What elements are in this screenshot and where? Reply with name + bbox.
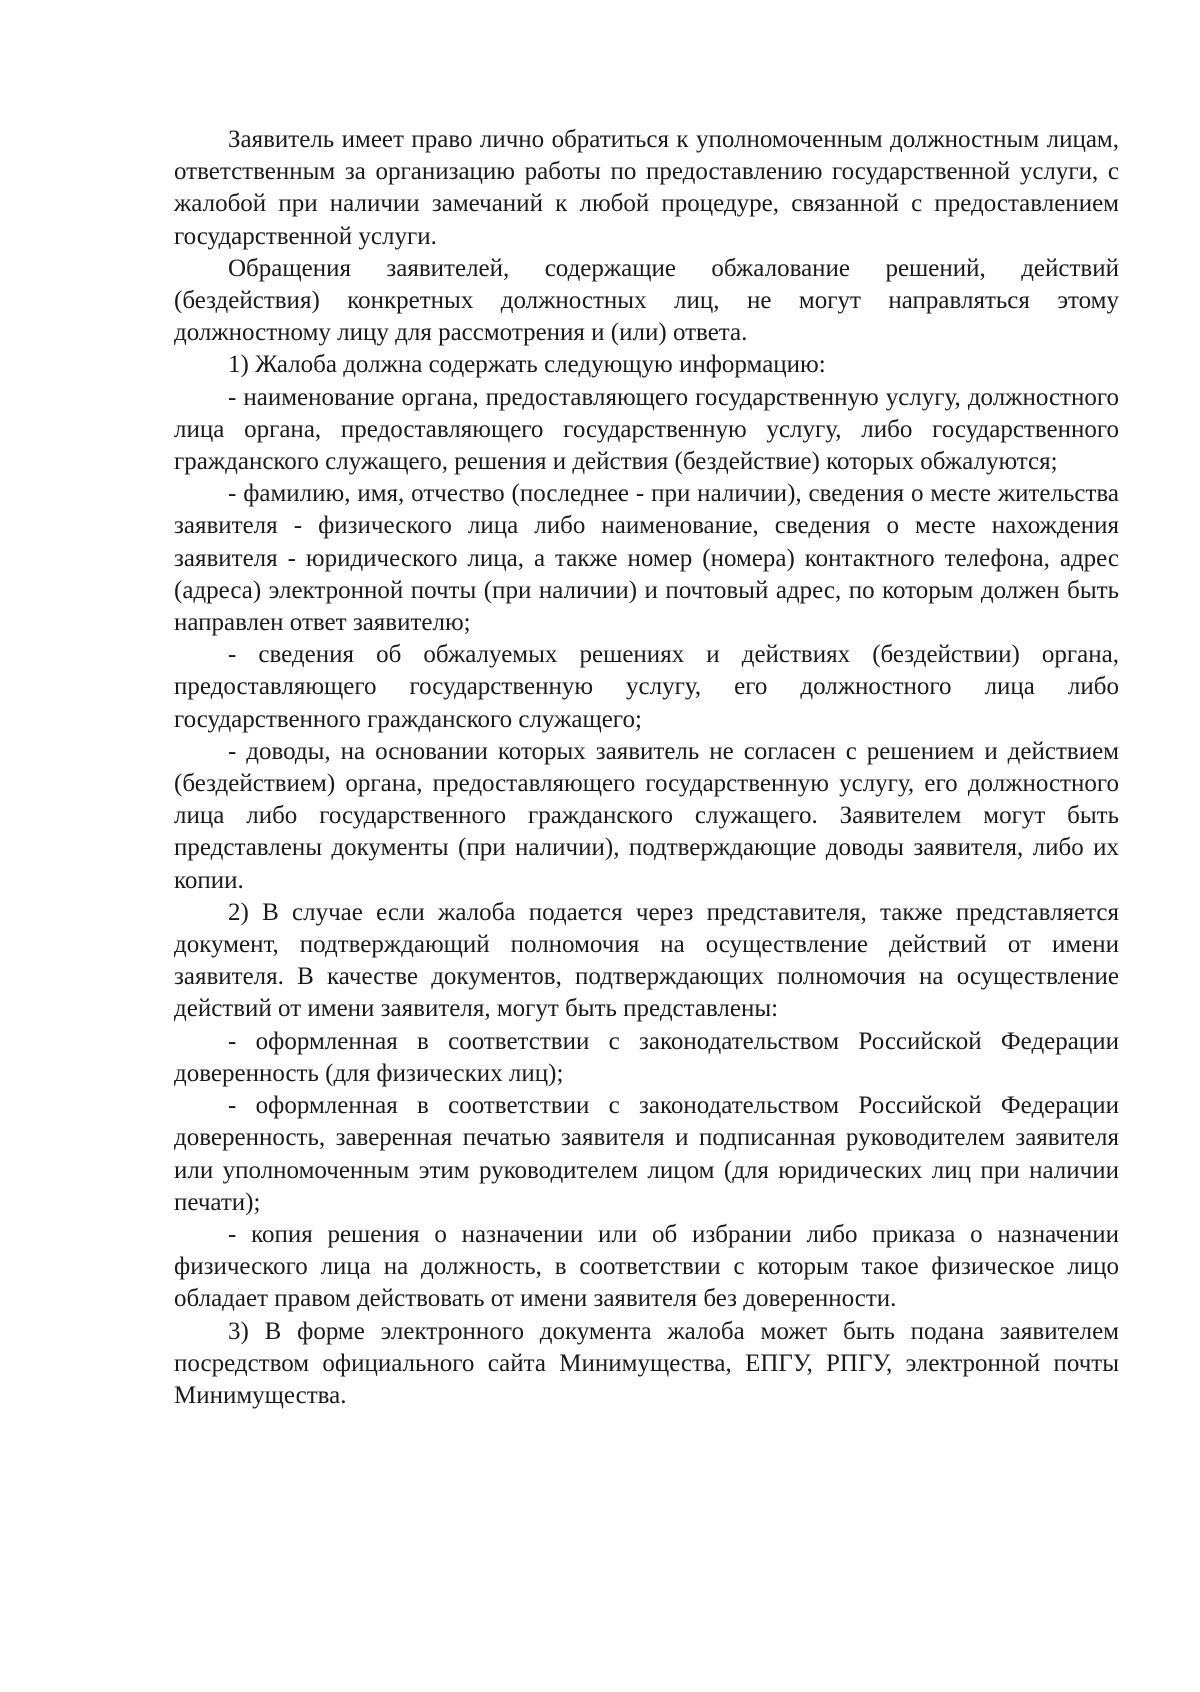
paragraph-item-1-heading: 1) Жалоба должна содержать следующую информацию:: [228, 351, 826, 379]
paragraph-item-1-applicant-details: - фамилию, имя, отчество (последнее - при наличии), сведения о месте жительства заявителя - физического лица либо наименование, сведения о месте нахождения заявителя - юридического лица, а также номер (номера) контактного телефона, адрес (адреса) электронной почты (при наличии) и почтовый адрес, по которым должен быть направлен ответ заявителю;: [174, 480, 1119, 637]
paragraph-item-2-representative: 2) В случае если жалоба подается через представителя, также представляется документ, подтверждающий полномочия на осуществление действий от имени заявителя. В качестве документов, подтверждающих полномочия на осуществление действий от имени заявителя, могут быть представлены:: [174, 898, 1119, 1023]
paragraph-item-2-appointment-copy: - копия решения о назначении или об избрании либо приказа о назначении физического лица на должность, в соответствии с которым такое физическое лицо обладает правом действовать от имени заявителя без доверенности.: [174, 1220, 1119, 1313]
paragraph-item-1-arguments: - доводы, на основании которых заявитель не согласен с решением и действием (бездействием) органа, предоставляющего государственную услугу, его должностного лица либо государственного гражданского служащего. Заявителем могут быть представлены документы (при наличии), подтверждающие доводы заявителя, либо их копии.: [174, 737, 1119, 894]
paragraph-item-3-electronic-form: 3) В форме электронного документа жалоба может быть подана заявителем посредством официального сайта Минимущества, ЕПГУ, РПГУ, электронной почты Минимущества.: [174, 1317, 1119, 1409]
paragraph-item-2-power-of-attorney-individuals: - оформленная в соответствии с законодательством Российской Федерации доверенность (для физических лиц);: [174, 1027, 1119, 1087]
paragraph-right-to-complain: Заявитель имеет право лично обратиться к уполномоченным должностным лицам, ответственным за организацию работы по предоставлению государственной услуги, с жалобой при наличии замечаний к любой процедуре, связанной с предоставлением государственной услуги.: [174, 126, 1119, 250]
paragraph-item-1-organ-name: - наименование органа, предоставляющего государственную услугу, должностного лица органа, предоставляющего государственную услугу, либо государственного гражданского служащего, решения и действия (бездействие) которых обжалуются;: [174, 383, 1119, 476]
document-body: [174, 124, 1119, 1412]
paragraph-item-1-appealed-decisions: - сведения об обжалуемых решениях и действиях (бездействии) органа, предоставляющего государственную услугу, его должностного лица либо государственного гражданского служащего;: [174, 641, 1119, 733]
paragraph-item-2-power-of-attorney-legal: - оформленная в соответствии с законодательством Российской Федерации доверенность, заверенная печатью заявителя и подписанная руководителем заявителя или уполномоченным этим руководителем лицом (для юридических лиц при наличии печати);: [174, 1092, 1119, 1216]
paragraph-appeals-restriction: Обращения заявителей, содержащие обжалование решений, действий (бездействия) конкретных должностных лиц, не могут направляться этому должностному лицу для рассмотрения и (или) ответа.: [174, 254, 1119, 347]
